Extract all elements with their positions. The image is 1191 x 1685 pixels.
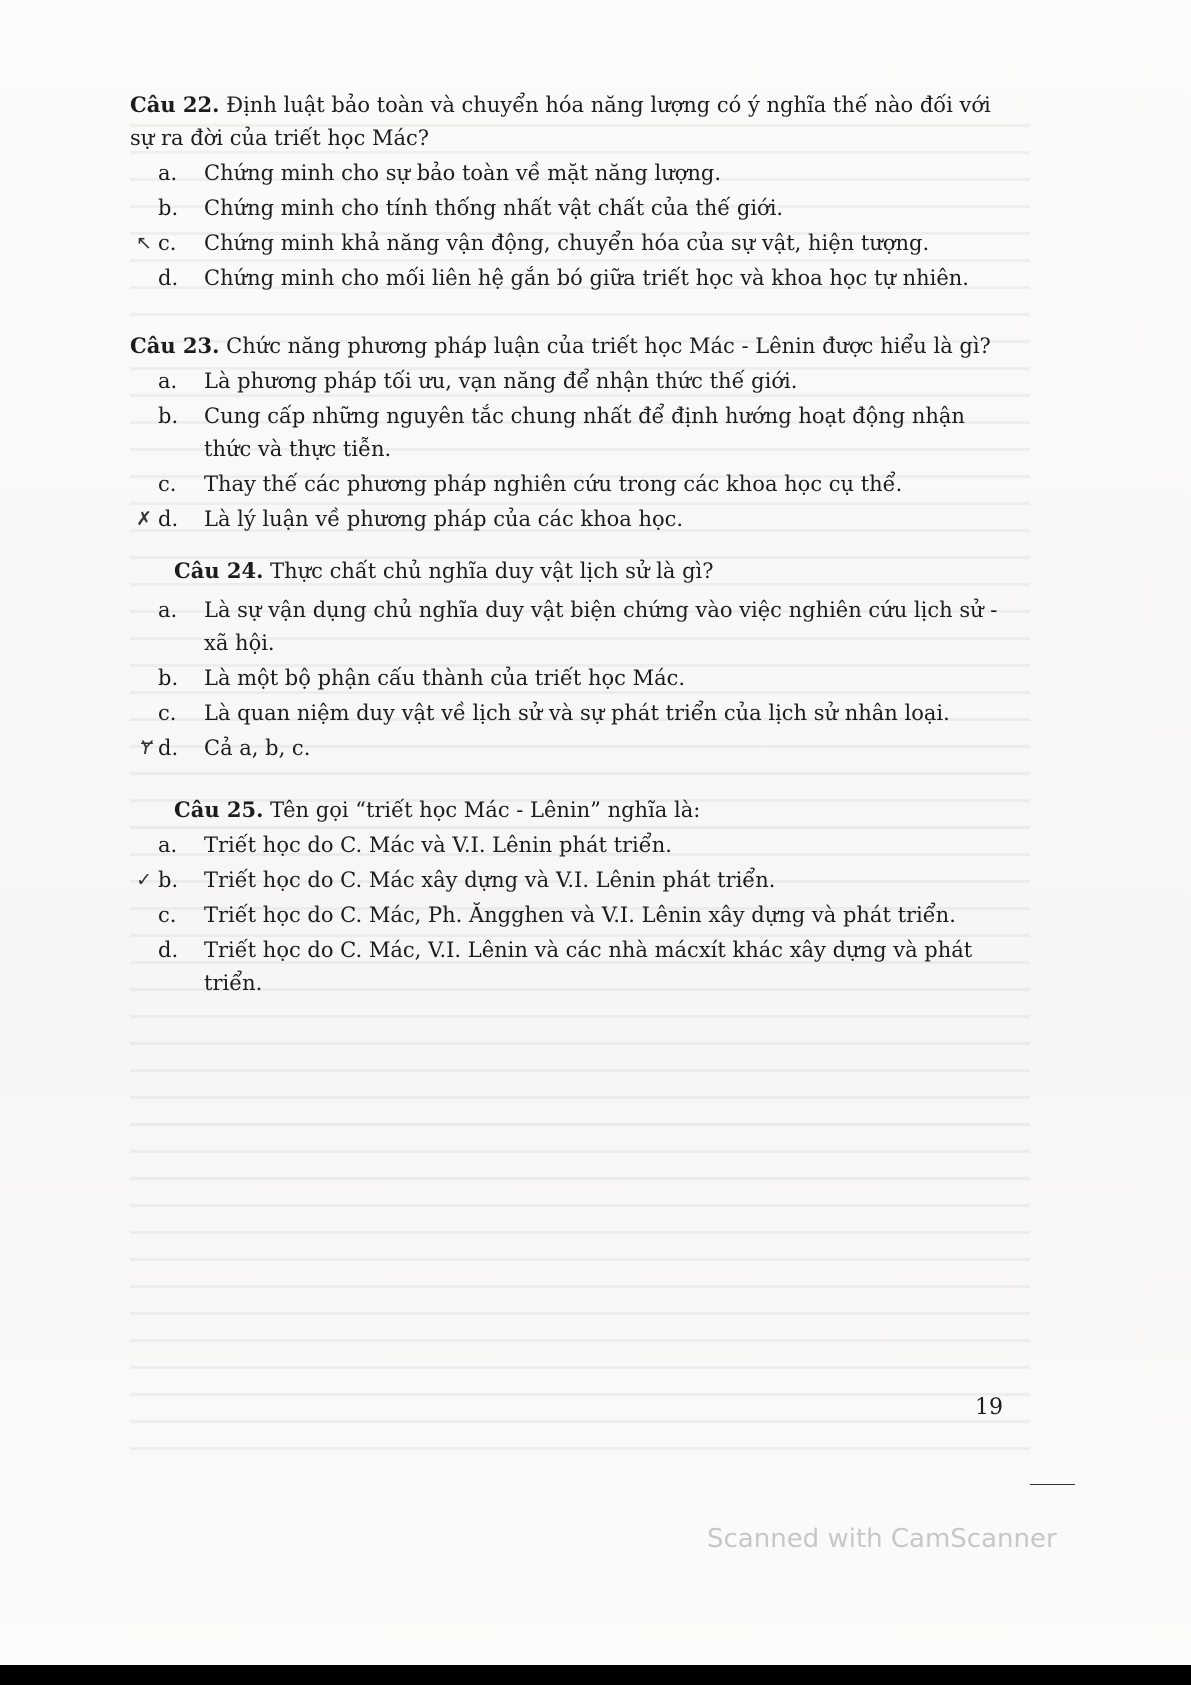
option-c xyxy=(130,697,1010,730)
option-text: Thay thế các phương pháp nghiên cứu trong các khoa học cụ thể. xyxy=(204,472,903,496)
question-25 xyxy=(174,793,1010,827)
option-a xyxy=(130,365,1010,398)
option-a xyxy=(130,829,1010,862)
option-c xyxy=(130,227,1010,260)
option-c xyxy=(130,899,1010,932)
option-text: Là quan niệm duy vật về lịch sử và sự phát triển của lịch sử nhân loại. xyxy=(204,701,950,725)
option-d xyxy=(130,503,1010,536)
option-letter: b. xyxy=(158,404,179,428)
question-24 xyxy=(174,554,1010,588)
question-title xyxy=(174,793,1010,827)
option-letter: b. xyxy=(158,868,179,892)
option-text: Cung cấp những nguyên tắc chung nhất để định hướng hoạt động nhận thức và thực tiễn. xyxy=(204,404,965,461)
handwritten-check-icon: ✓ xyxy=(136,869,152,891)
option-letter: c. xyxy=(158,903,177,927)
option-letter: d. xyxy=(158,938,179,962)
option-letter: b. xyxy=(158,196,179,220)
option-text: Chứng minh cho mối liên hệ gắn bó giữa triết học và khoa học tự nhiên. xyxy=(204,266,969,290)
question-22 xyxy=(130,88,1010,295)
handwritten-check-icon: Ɏ xyxy=(140,737,152,759)
option-text: Cả a, b, c. xyxy=(204,736,311,760)
option-c xyxy=(130,468,1010,501)
option-text: Là sự vận dụng chủ nghĩa duy vật biện chứng vào việc nghiên cứu lịch sử - xã hội. xyxy=(204,598,998,655)
question-label: Câu 23. xyxy=(130,333,220,358)
option-letter: c. xyxy=(158,231,177,255)
option-text: Triết học do C. Mác, Ph. Ăngghen và V.I. Lênin xây dựng và phát triển. xyxy=(204,903,956,927)
option-text: Triết học do C. Mác xây dựng và V.I. Lênin phát triển. xyxy=(204,868,776,892)
scanner-watermark: Scanned with CamScanner xyxy=(707,1524,1057,1554)
option-d xyxy=(130,262,1010,295)
option-b xyxy=(130,192,1010,225)
option-letter: d. xyxy=(158,736,179,760)
option-text: Triết học do C. Mác và V.I. Lênin phát triển. xyxy=(204,833,672,857)
handwritten-check-icon: ✗ xyxy=(136,508,152,530)
page-number: 19 xyxy=(975,1395,1003,1420)
option-d xyxy=(130,934,1010,1000)
option-text: Chứng minh cho tính thống nhất vật chất của thế giới. xyxy=(204,196,784,220)
question-label: Câu 24. xyxy=(174,558,264,583)
option-text: Chứng minh cho sự bảo toàn về mặt năng lượng. xyxy=(204,161,722,185)
option-a xyxy=(130,157,1010,190)
question-title xyxy=(174,554,1010,588)
question-text: Chức năng phương pháp luận của triết học Mác - Lênin được hiểu là gì? xyxy=(226,334,991,358)
question-text: Định luật bảo toàn và chuyển hóa năng lượng có ý nghĩa thế nào đối với sự ra đời của triết học Mác? xyxy=(130,93,991,150)
question-title xyxy=(130,329,1010,363)
option-a xyxy=(130,594,1010,660)
question-label: Câu 22. xyxy=(130,92,220,117)
option-d xyxy=(130,732,1010,765)
page-content xyxy=(130,88,1010,1002)
option-letter: c. xyxy=(158,472,177,496)
option-letter: b. xyxy=(158,666,179,690)
question-text: Thực chất chủ nghĩa duy vật lịch sử là gì? xyxy=(270,559,714,583)
option-letter: a. xyxy=(158,369,178,393)
option-letter: d. xyxy=(158,507,179,531)
option-letter: a. xyxy=(158,833,178,857)
handwritten-check-icon: ↖ xyxy=(136,232,152,254)
option-text: Là phương pháp tối ưu, vạn năng để nhận thức thế giới. xyxy=(204,369,798,393)
option-letter: a. xyxy=(158,161,178,185)
option-text: Chứng minh khả năng vận động, chuyển hóa của sự vật, hiện tượng. xyxy=(204,231,930,255)
option-b xyxy=(130,400,1010,466)
option-letter: a. xyxy=(158,598,178,622)
option-b xyxy=(130,662,1010,695)
option-text: Là một bộ phận cấu thành của triết học Mác. xyxy=(204,666,686,690)
option-text: Triết học do C. Mác, V.I. Lênin và các nhà mácxít khác xây dựng và phát triển. xyxy=(204,938,973,995)
divider xyxy=(1030,1484,1075,1485)
scan-border xyxy=(0,1665,1191,1685)
option-letter: d. xyxy=(158,266,179,290)
option-text: Là lý luận về phương pháp của các khoa học. xyxy=(204,507,684,531)
option-letter: c. xyxy=(158,701,177,725)
question-title xyxy=(130,88,1010,155)
question-label: Câu 25. xyxy=(174,797,264,822)
question-23 xyxy=(130,329,1010,536)
option-b xyxy=(130,864,1010,897)
question-text: Tên gọi “triết học Mác - Lênin” nghĩa là: xyxy=(270,798,701,822)
